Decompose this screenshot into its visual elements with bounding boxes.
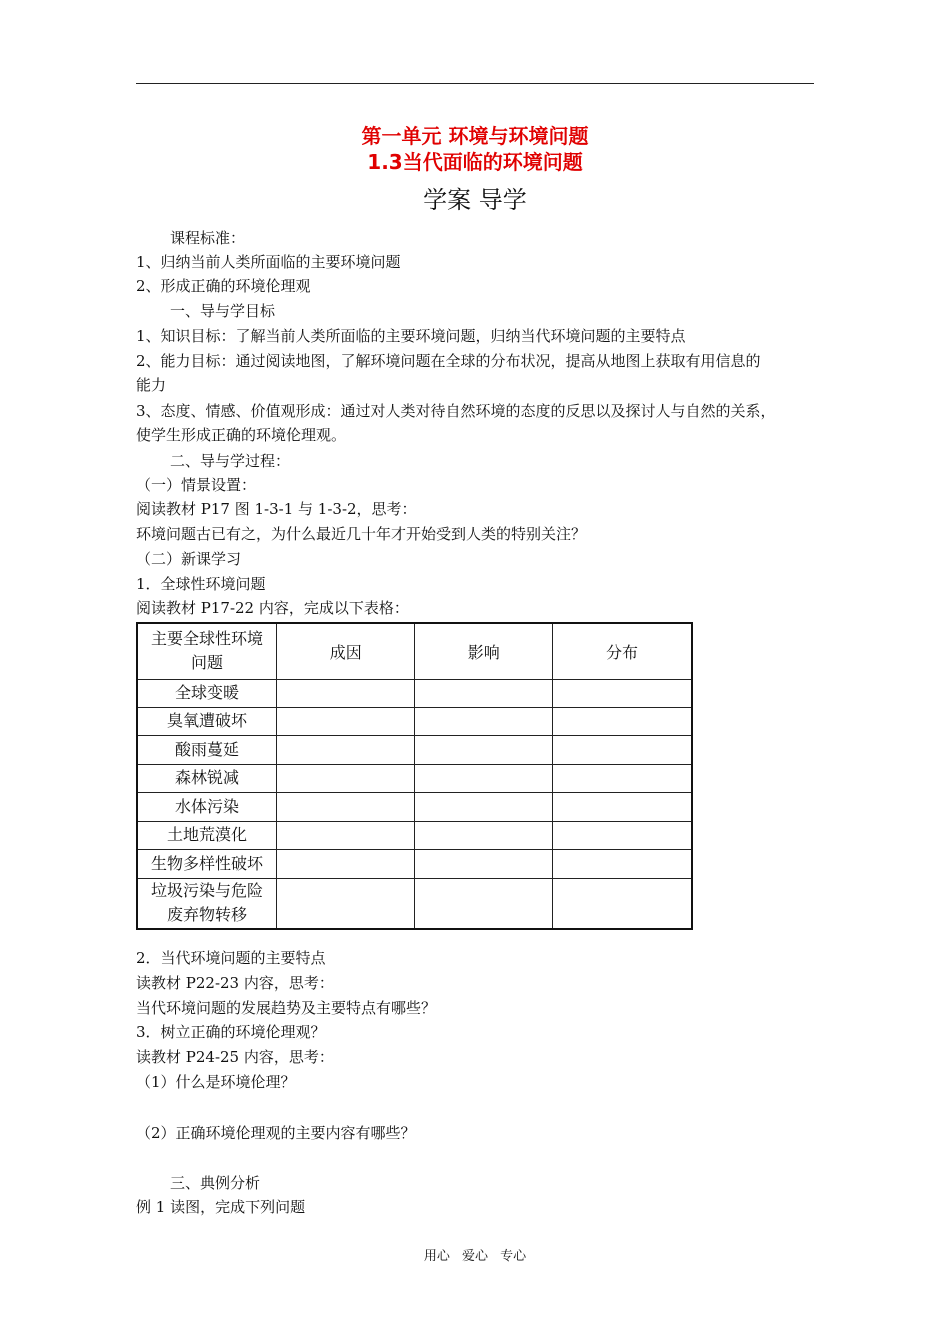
cause-cell[interactable] [276,679,415,707]
goal-ability-cont: 能力 [136,376,167,394]
impact-cell[interactable] [415,792,553,821]
goal-attitude: 3、态度、情感、价值观形成：通过对人类对待自然环境的态度的反思以及探讨人与自然的关系， [136,402,776,420]
issue-name: 土地荒漠化 [137,821,276,849]
impact-cell[interactable] [415,679,553,707]
cause-cell[interactable] [276,849,415,878]
impact-cell[interactable] [415,764,553,792]
impact-cell[interactable] [415,878,553,929]
cause-cell[interactable] [276,878,415,929]
table-row [137,792,692,821]
cause-cell[interactable] [276,735,415,764]
distribution-cell[interactable] [552,707,692,735]
header-cause: 成因 [276,623,415,679]
impact-cell[interactable] [415,849,553,878]
question-4: （2）正确环境伦理观的主要内容有哪些？ [136,1124,416,1142]
lesson-title: 1.3当代面临的环境问题 [367,150,583,174]
issue-name: 生物多样性破坏 [137,849,276,878]
global-issues-table [136,622,693,930]
scene-heading: （一）情景设置： [136,476,257,494]
table-header-row [137,623,692,679]
issue-name: 森林锐减 [137,764,276,792]
issue-name: 酸雨蔓延 [137,735,276,764]
cause-cell[interactable] [276,707,415,735]
goal-attitude-cont: 使学生形成正确的环境伦理观。 [136,426,347,444]
impact-cell[interactable] [415,735,553,764]
distribution-cell[interactable] [552,878,692,929]
issue-name-line2: 废弃物转移 [166,905,247,925]
goal-ability: 2、能力目标：通过阅读地图，了解环境问题在全球的分布状况，提高从地图上获取有用信息的 [136,352,761,370]
distribution-cell[interactable] [552,735,692,764]
cause-cell[interactable] [276,764,415,792]
issue-name-line1: 垃圾污染与危险 [150,881,263,901]
table-row [137,849,692,878]
header-issue [137,623,276,679]
issue-name [137,878,276,929]
question-3: （1）什么是环境伦理？ [136,1073,296,1091]
read-instruction-1: 阅读教材 P17 图 1-3-1 与 1-3-2，思考： [136,500,417,518]
course-standard-heading: 课程标准： [170,229,246,247]
section-goals-heading: 一、导与学目标 [170,302,276,320]
question-2: 当代环境问题的发展趋势及主要特点有哪些？ [136,999,437,1017]
distribution-cell[interactable] [552,679,692,707]
table-row [137,764,692,792]
standard-2: 2、形成正确的环境伦理观 [136,277,311,295]
issue-name: 水体污染 [137,792,276,821]
goal-knowledge: 1、知识目标：了解当前人类所面临的主要环境问题，归纳当代环境问题的主要特点 [136,327,686,345]
page-footer: 用心 爱心 专心 [423,1249,527,1264]
distribution-cell[interactable] [552,792,692,821]
header-issue-line1: 主要全球性环境 [150,629,263,649]
example-1: 例 1 读图，完成下列问题 [136,1198,306,1216]
header-impact: 影响 [415,623,553,679]
distribution-cell[interactable] [552,821,692,849]
issue-name: 全球变暖 [137,679,276,707]
standard-1: 1、归纳当前人类所面临的主要环境问题 [136,253,401,271]
table-row [137,735,692,764]
question-1: 环境问题古已有之，为什么最近几十年才开始受到人类的特别关注？ [136,525,587,543]
unit-title: 第一单元 环境与环境问题 [361,124,589,148]
cause-cell[interactable] [276,821,415,849]
table-row [137,878,692,929]
impact-cell[interactable] [415,707,553,735]
header-distribution: 分布 [552,623,692,679]
distribution-cell[interactable] [552,764,692,792]
topic-1: 1．全球性环境问题 [136,575,266,593]
section-process-heading: 二、导与学过程： [170,452,291,470]
read-instruction-4: 读教材 P24-25 内容，思考： [136,1048,334,1066]
table-row [137,679,692,707]
issue-name: 臭氧遭破坏 [137,707,276,735]
new-learning-heading: （二）新课学习 [136,550,242,568]
cause-cell[interactable] [276,792,415,821]
page-subtitle: 学案 导学 [423,186,527,214]
read-instruction-2: 阅读教材 P17-22 内容，完成以下表格： [136,599,409,617]
table-row [137,821,692,849]
header-rule [136,83,814,84]
read-instruction-3: 读教材 P22-23 内容，思考： [136,974,334,992]
section-example-heading: 三、典例分析 [170,1174,261,1192]
table-row [137,707,692,735]
topic-3: 3．树立正确的环境伦理观？ [136,1023,326,1041]
distribution-cell[interactable] [552,849,692,878]
header-issue-line2: 问题 [190,653,223,673]
topic-2: 2．当代环境问题的主要特点 [136,949,326,967]
impact-cell[interactable] [415,821,553,849]
